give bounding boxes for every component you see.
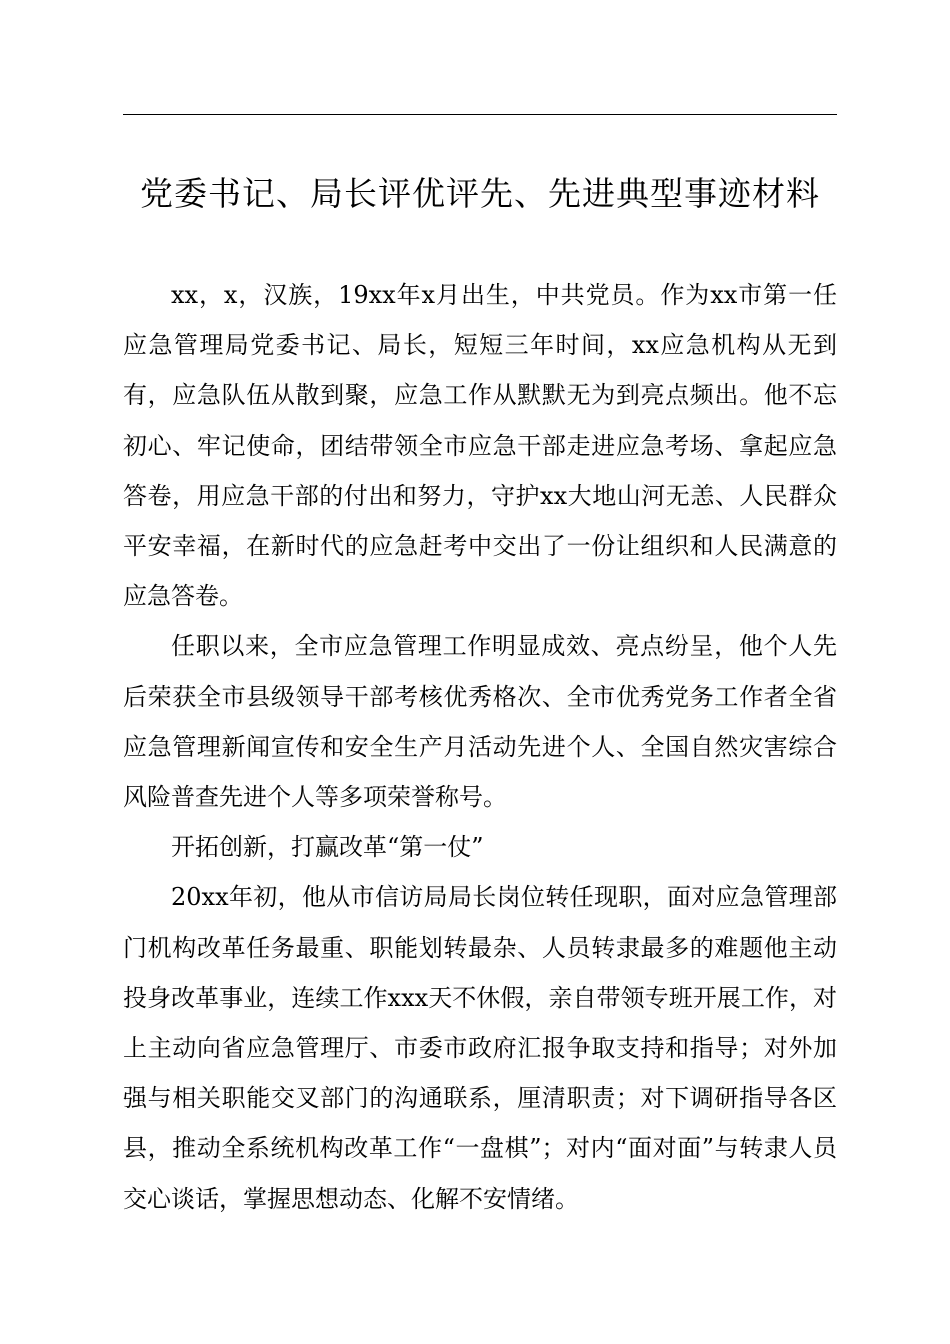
section-heading: 开拓创新，打赢改革“第一仗” bbox=[171, 833, 484, 862]
paragraph-intro: xx，x，汉族，19xx年x月出生，中共党员。作为xx市第一任应急管理局党委书记、局长，短短三年时间，xx应急机构从无到有，应急队伍从散到聚，应急工作从默默无为到亮点频出。他不忘初心、牢记使命，团结带领全市应急干部走进应急考场、拿起应急答卷，用应急干部的付出和努力，守护xx大地山河无恙、人民群众平安幸福，在新时代的应急赶考中交出了一份让组织和人民满意的应急答卷。 bbox=[123, 281, 837, 611]
header-divider bbox=[123, 114, 837, 115]
document-title: 党委书记、局长评优评先、先进典型事迹材料 bbox=[140, 174, 820, 213]
document-body bbox=[123, 270, 837, 1224]
paragraph-honors: 任职以来，全市应急管理工作明显成效、亮点纷呈，他个人先后荣获全市县级领导干部考核优秀格次、全市优秀党务工作者全省应急管理新闻宣传和安全生产月活动先进个人、全国自然灾害综合风险普查先进个人等多项荣誉称号。 bbox=[123, 632, 837, 812]
paragraph-reform: 20xx年初，他从市信访局局长岗位转任现职，面对应急管理部门机构改革任务最重、职能划转最杂、人员转隶最多的难题他主动投身改革事业，连续工作xxx天不休假，亲自带领专班开展工作，对上主动向省应急管理厅、市委市政府汇报争取支持和指导；对外加强与相关职能交叉部门的沟通联系，厘清职责；对下调研指导各区县，推动全系统机构改革工作“一盘棋”；对内“面对面”与转隶人员交心谈话，掌握思想动态、化解不安情绪。 bbox=[123, 883, 837, 1213]
